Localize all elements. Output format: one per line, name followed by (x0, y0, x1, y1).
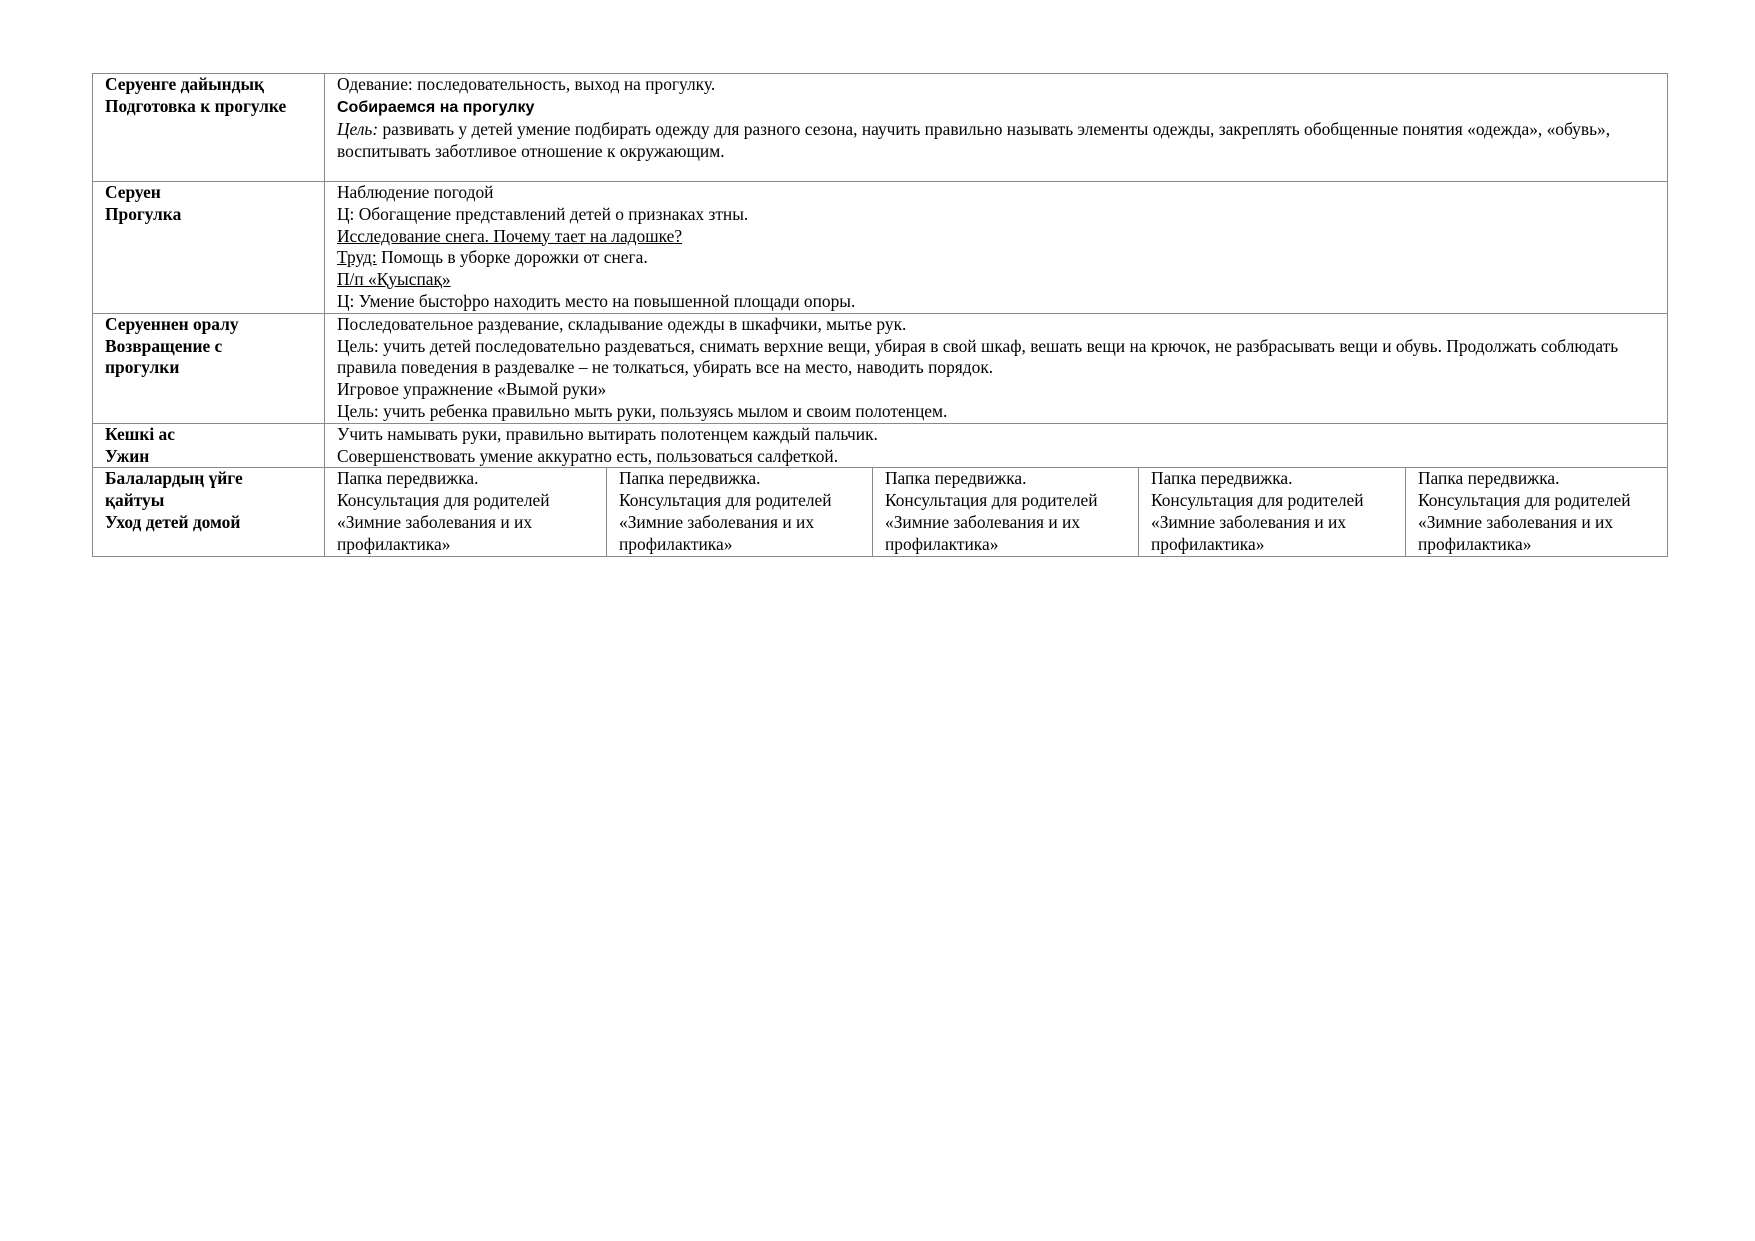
row-label-russian: Возвращение с (105, 335, 223, 356)
labor-label: Труд: (337, 247, 377, 268)
row-label-cell (93, 182, 325, 314)
row-label-russian: Уход детей домой (105, 511, 241, 532)
row-content-cell (325, 182, 1668, 314)
content-line: Одевание: последовательность, выход на прогулку. (337, 74, 716, 94)
row-label-russian: прогулки (105, 357, 180, 378)
row-label-cell (93, 423, 325, 468)
day-cell (1139, 468, 1406, 556)
cell-line: «Зимние заболевания и их (1418, 511, 1614, 532)
row-label-russian: Ужин (105, 445, 150, 466)
labor-line (337, 247, 1657, 269)
cell-line: профилактика» (1151, 533, 1265, 554)
content-line (337, 226, 1657, 248)
cell-line: Консультация для родителей (885, 490, 1098, 511)
cell-line: Консультация для родителей (619, 490, 832, 511)
row-label-russian: Прогулка (105, 203, 182, 224)
day-cell (325, 468, 607, 556)
day-cell (1406, 468, 1668, 556)
cell-line: Папка передвижка. (885, 468, 1027, 489)
row-label-cell (93, 468, 325, 556)
content-line (337, 269, 1657, 291)
cell-line: Консультация для родителей (1418, 490, 1631, 511)
cell-line: Консультация для родителей (1151, 490, 1364, 511)
content-line: Игровое упражнение «Вымой руки» (337, 379, 607, 400)
row-content-cell (325, 74, 1668, 182)
content-line: Учить намывать руки, правильно вытирать полотенцем каждый пальчик. (337, 423, 878, 444)
row-label-cell (93, 74, 325, 182)
row-label-cell (93, 313, 325, 423)
underlined-text: Исследование снега. Почему тает на ладошке? (337, 225, 683, 246)
row-label-kazakh: Серуенге дайындық (105, 74, 265, 94)
cell-line: «Зимние заболевания и их (619, 511, 815, 532)
content-line: Последовательное раздевание, складывание одежды в шкафчики, мытье рук. (337, 313, 907, 334)
content-line: Совершенствовать умение аккуратно есть, пользоваться салфеткой. (337, 445, 839, 466)
cell-line: «Зимние заболевания и их (885, 511, 1081, 532)
goal-label: Цель: (337, 118, 379, 139)
content-line: Цель: учить детей последовательно раздеваться, снимать верхние вещи, убирая в свой шкаф, вешать вещи на крючок, не разбрасывать вещи и обувь. Продолжать соблюдать правила поведения в раздевалке – не толкаться, убирать все на место, наводить порядок. (337, 335, 1619, 378)
cell-line: Папка передвижка. (619, 468, 761, 489)
daily-plan-table (92, 73, 1668, 557)
row-content-cell (325, 313, 1668, 423)
cell-line: Консультация для родителей (337, 490, 550, 511)
cell-line: Папка передвижка. (1151, 468, 1293, 489)
goal-text: развивать у детей умение подбирать одежду для разного сезона, научить правильно называть элементы одежды, закреплять обобщенные понятия «одежда», «обувь», воспитывать заботливое отношение к окружающим. (337, 118, 1611, 161)
day-cell (607, 468, 873, 556)
row-label-russian: Подготовка к прогулке (105, 95, 287, 116)
table-row-going-home (93, 468, 1668, 556)
goal-line (337, 119, 1657, 163)
row-label-kazakh: Балалардың үйге (105, 468, 243, 489)
cell-line: «Зимние заболевания и их (337, 511, 533, 532)
table-row-walk-prep (93, 74, 1668, 182)
day-cell (873, 468, 1139, 556)
content-line: Наблюдение погодой (337, 182, 494, 202)
content-line: Ц: Обогащение представлений детей о признаках зтны. (337, 203, 749, 224)
underlined-text: П/п «Қуыспақ» (337, 269, 451, 290)
row-content-cell (325, 423, 1668, 468)
table-row-return (93, 313, 1668, 423)
cell-line: «Зимние заболевания и их (1151, 511, 1347, 532)
content-line: Цель: учить ребенка правильно мыть руки, пользуясь мылом и своим полотенцем. (337, 400, 948, 421)
row-label-kazakh: Серуен (105, 182, 161, 202)
activity-title: Собираемся на прогулку (337, 98, 535, 116)
labor-text: Помощь в уборке дорожки от снега. (376, 247, 648, 268)
table-row-dinner (93, 423, 1668, 468)
cell-line: профилактика» (1418, 533, 1532, 554)
content-line: Ц: Умение быстоþро находить место на повышенной площади опоры. (337, 290, 856, 311)
row-label-kazakh: қайтуы (105, 490, 165, 511)
cell-line: профилактика» (885, 533, 999, 554)
cell-line: Папка передвижка. (1418, 468, 1560, 489)
cell-line: профилактика» (337, 533, 451, 554)
row-label-kazakh: Кешкі ас (105, 423, 175, 444)
cell-line: профилактика» (619, 533, 733, 554)
cell-line: Папка передвижка. (337, 468, 479, 489)
table-row-walk (93, 182, 1668, 314)
row-label-kazakh: Серуеннен оралу (105, 313, 239, 334)
